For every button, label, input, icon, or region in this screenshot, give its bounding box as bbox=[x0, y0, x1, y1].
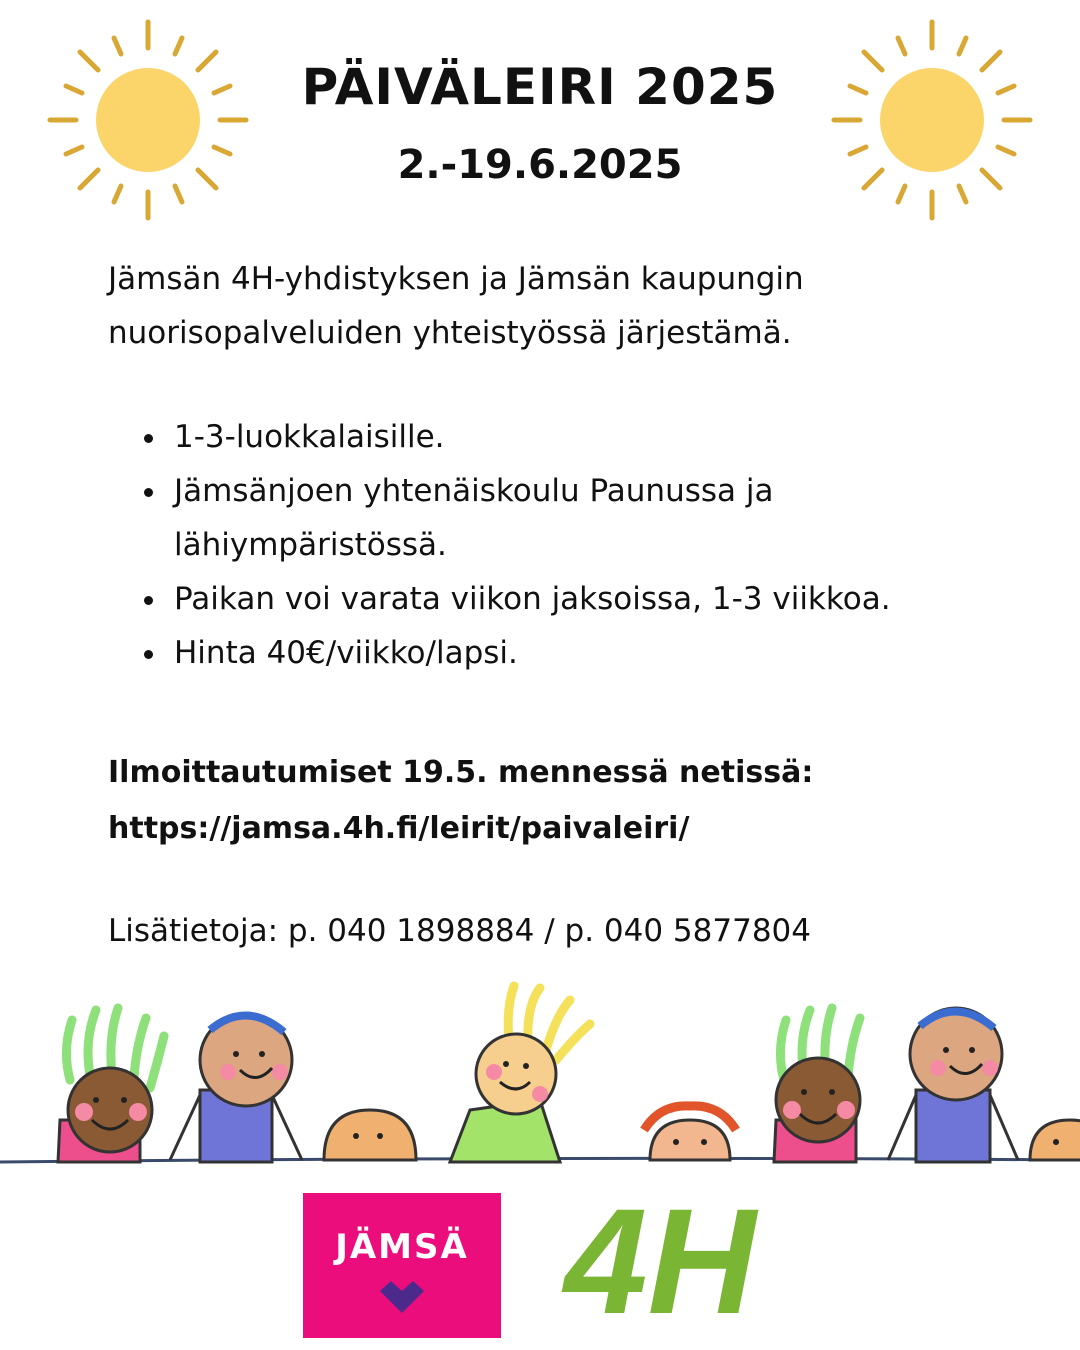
fourh-logo-text: 4H bbox=[564, 1195, 756, 1330]
camp-dates: 2.-19.6.2025 bbox=[397, 142, 683, 188]
intro-text bbox=[108, 252, 988, 360]
heart-icon bbox=[380, 1281, 424, 1313]
intro-line: Jämsän 4H-yhdistyksen ja Jämsän kaupungin bbox=[108, 261, 804, 297]
registration-link[interactable]: https://jamsa.4h.fi/leirit/paivaleiri/ bbox=[108, 811, 690, 846]
fourh-logo bbox=[560, 1195, 760, 1330]
intro-line: nuorisopalveluiden yhteistyössä järjestämä. bbox=[108, 315, 792, 351]
registration-deadline: Ilmoittautumiset 19.5. mennessä netissä: bbox=[108, 755, 814, 790]
list-item-text: Paikan voi varata viikon jaksoissa, 1-3 viikkoa. bbox=[174, 581, 891, 617]
contact-info: Lisätietoja: p. 040 1898884 / p. 040 5877804 bbox=[108, 913, 811, 949]
bullet-icon bbox=[144, 434, 153, 443]
registration-info bbox=[108, 745, 1008, 857]
list-item bbox=[130, 626, 1010, 680]
children-illustration bbox=[0, 970, 1080, 1180]
list-item-text: 1-3-luokkalaisille. bbox=[174, 419, 445, 455]
list-item-text: Jämsänjoen yhtenäiskoulu Paunussa ja lähiympäristössä. bbox=[174, 473, 774, 563]
bullet-icon bbox=[144, 596, 153, 605]
sun-icon bbox=[830, 18, 1034, 222]
bullet-icon bbox=[144, 650, 153, 659]
sun-icon bbox=[46, 18, 250, 222]
page-title: PÄIVÄLEIRI 2025 bbox=[301, 58, 779, 116]
info-list bbox=[130, 410, 1010, 680]
list-item bbox=[130, 572, 1010, 626]
list-item-text: Hinta 40€/viikko/lapsi. bbox=[174, 635, 518, 671]
jamsa-logo bbox=[303, 1193, 501, 1338]
list-item bbox=[130, 410, 1010, 464]
list-item bbox=[130, 464, 874, 572]
bullet-icon bbox=[144, 488, 153, 497]
jamsa-logo-text: JÄMSÄ bbox=[335, 1227, 469, 1267]
